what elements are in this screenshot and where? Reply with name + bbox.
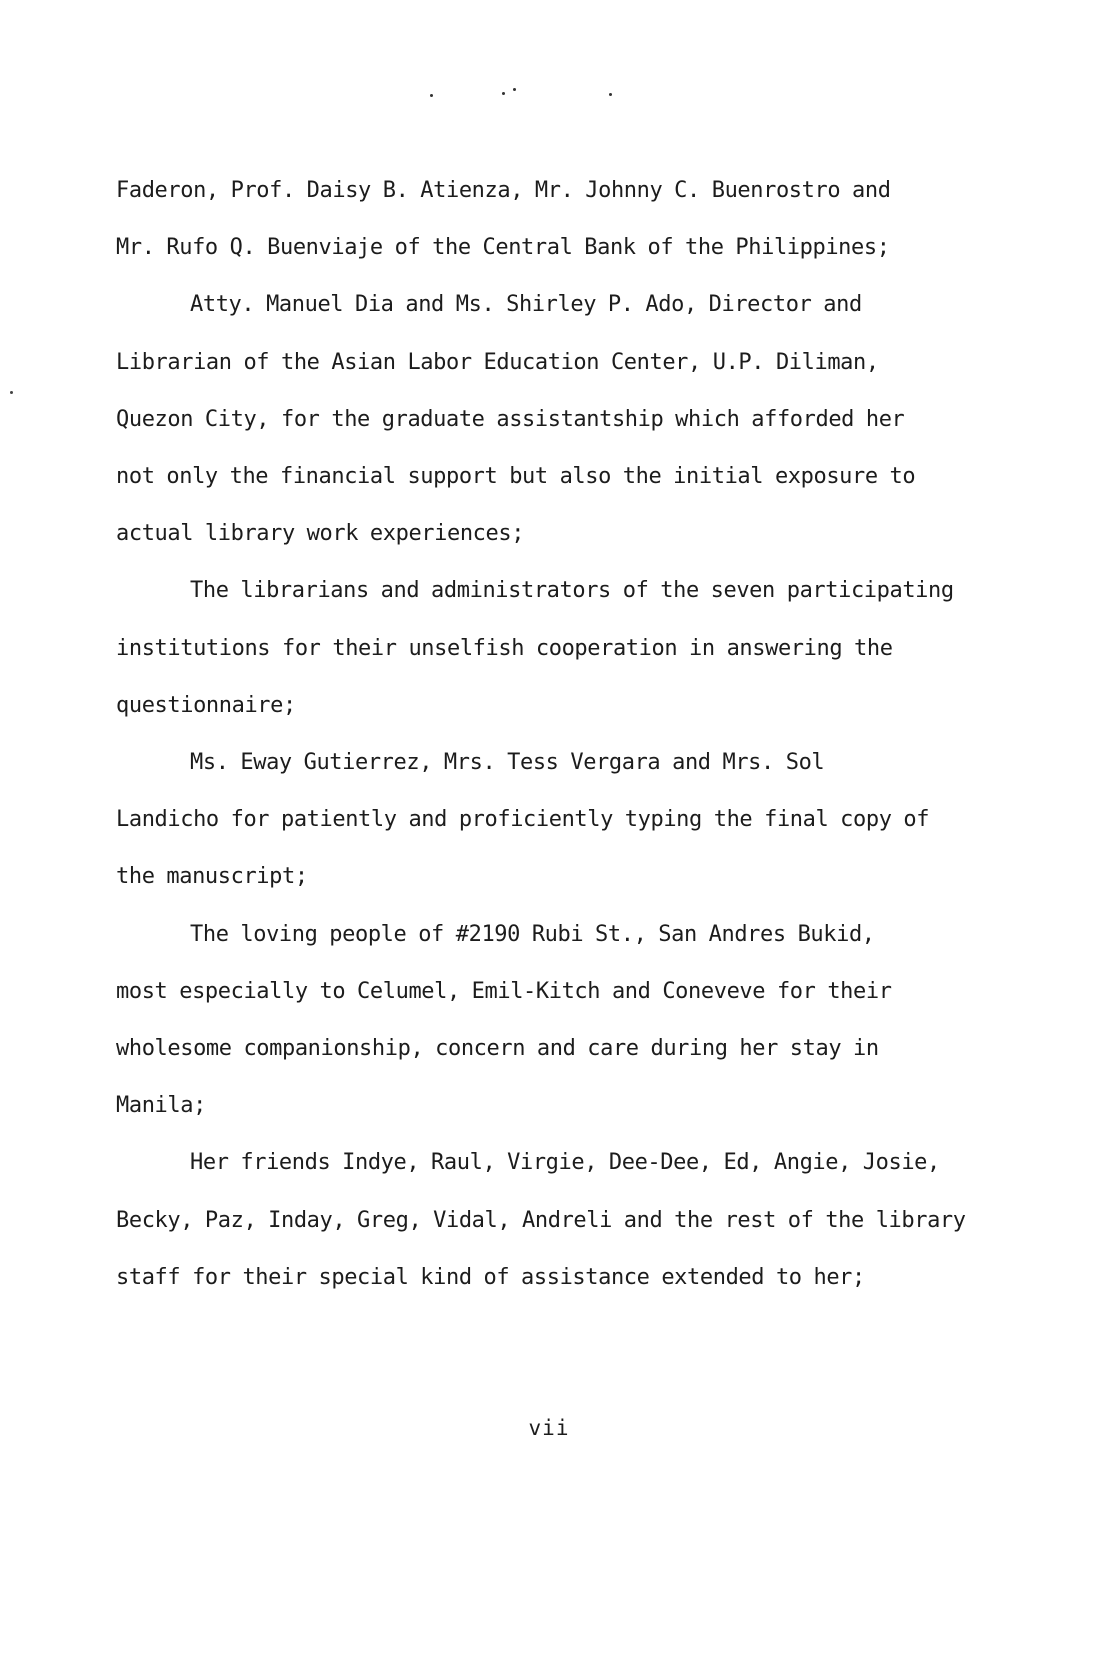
text-line: actual library work experiences; [116, 521, 525, 547]
text-line: staff for their special kind of assistance extended to her; [116, 1264, 865, 1290]
text-line: not only the financial support but also the initial exposure to [116, 464, 916, 490]
text-line: Atty. Manuel Dia and Ms. Shirley P. Ado, Director and [190, 292, 862, 318]
text-line: Becky, Paz, Inday, Greg, Vidal, Andreli and the rest of the library [116, 1207, 966, 1233]
text-line: Her friends Indye, Raul, Virgie, Dee-Dee, Ed, Angie, Josie, [190, 1150, 940, 1176]
text-line: Manila; [116, 1093, 206, 1119]
text-line: Landicho for patiently and proficiently typing the final copy of [116, 807, 930, 833]
text-line: Mr. Rufo Q. Buenviaje of the Central Bank of the Philippines; [116, 235, 890, 261]
text-line: The loving people of #2190 Rubi St., San Andres Bukid, [190, 921, 875, 947]
text-line: Quezon City, for the graduate assistantship which afforded her [116, 406, 905, 432]
text-line: the manuscript; [116, 864, 308, 890]
paragraph-3 [116, 562, 954, 734]
text-line: Faderon, Prof. Daisy B. Atienza, Mr. Johnny C. Buenrostro and [116, 178, 891, 203]
paragraph-2 [116, 276, 946, 562]
paragraph-6 [116, 1134, 966, 1306]
text-line: wholesome companionship, concern and care during her stay in [116, 1036, 879, 1062]
margin-speck [10, 391, 13, 394]
scan-specks [420, 88, 620, 100]
text-line: The librarians and administrators of the seven participating [190, 578, 954, 604]
text-line: Librarian of the Asian Labor Education Center, U.P. Diliman, [116, 349, 879, 375]
text-line: questionnaire; [116, 692, 296, 718]
acknowledgment-text [116, 162, 966, 1306]
text-line: most especially to Celumel, Emil-Kitch and Coneveve for their [116, 978, 892, 1004]
text-line: institutions for their unselfish cooperation in answering the [116, 635, 893, 661]
paragraph-4 [116, 734, 946, 906]
paragraph-5 [116, 906, 946, 1135]
paragraph-1 [116, 162, 946, 276]
text-line: Ms. Eway Gutierrez, Mrs. Tess Vergara and Mrs. Sol [190, 750, 825, 776]
page-number: vii [528, 1416, 570, 1440]
